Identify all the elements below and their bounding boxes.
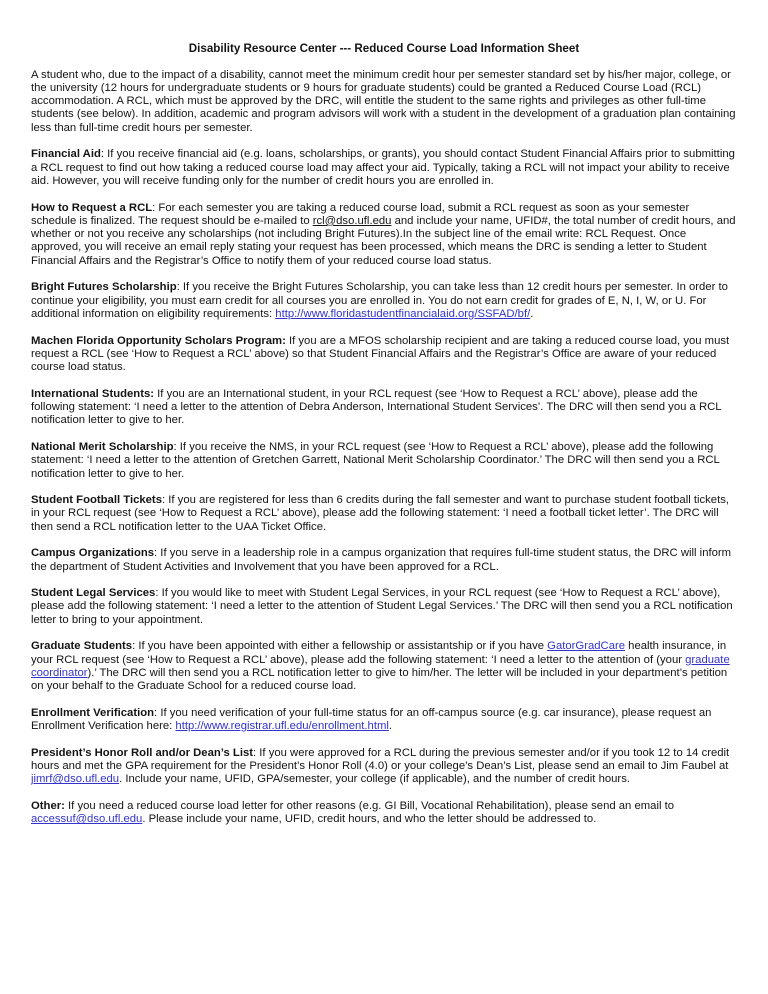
section-heading-honor-roll-deans-list: President’s Honor Roll and/or Dean’s List xyxy=(31,746,253,759)
body-text: : If you receive financial aid (e.g. loans, scholarships, or grants), you should contact Student Financial Affairs prior to submitting a RCL request to find out how taking a reduced course load may affect your aid. Typically, taking a RCL will not impact your ability to receive aid. However, you will receive funding only for the number of credit hours you are enrolled in. xyxy=(31,148,735,187)
paragraph-student-legal-services xyxy=(31,587,737,627)
body-text: and include your name, UFID#, the total number of credit hours, and whether or not you receive any scholarships (not including Bright Futures).In the subject line of the email write: RCL Request. Once approved, you will receive an email reply stating your request has been processed, which means the DRC is sending a letter to Student Financial Affairs and the Registrar’s Office to notify them of your reduced course load status. xyxy=(31,214,736,267)
section-heading-international-students: International Students: xyxy=(31,387,155,400)
gatorgradcare-link[interactable]: GatorGradCare xyxy=(547,640,626,653)
body-text: . xyxy=(388,720,393,733)
paragraph-international-students xyxy=(31,388,737,428)
section-heading-machen-mfos: Machen Florida Opportunity Scholars Program: xyxy=(31,334,286,347)
paragraph-national-merit xyxy=(31,441,737,481)
body-text: : If you receive the NMS, in your RCL request (see ‘How to Request a RCL’ above), please add the following statement: ‘I need a letter to the attention of Gretchen Garrett, National Merit Scholarship Coordinator.’ The DRC will then send you a RCL notification letter to give to her. xyxy=(31,440,720,480)
section-heading-national-merit: National Merit Scholarship xyxy=(31,440,174,453)
body-text: ).’ The DRC will then send you a RCL notification letter to give to him/her. The letter will be included in your department’s petition on your behalf to the Graduate School for a reduced course load. xyxy=(31,666,728,693)
jimrf-email-link[interactable]: jimrf@dso.ufl.edu xyxy=(31,773,120,786)
page-title: Disability Resource Center --- Reduced Course Load Information Sheet xyxy=(188,42,580,55)
body-text: A student who, due to the impact of a disability, cannot meet the minimum credit hour per semester standard set by his/her major, college, or the university (12 hours for undergraduate students or 9 hours for graduate students) could be granted a Reduced Course Load (RCL) accommodation. A RCL, which must be approved by the DRC, will entitle the student to the same rights and privileges as other full-time students (see below). In addition, academic and program advisors will work with a student in the development of a graduation plan containing less than full-time credit hours per semester. xyxy=(31,68,736,134)
paragraph-how-to-request-rcl xyxy=(31,202,737,268)
body-text: : If you serve in a leadership role in a campus organization that requires full-time student status, the DRC will inform the department of Student Activities and Involvement that you have been approved for a RCL. xyxy=(31,547,732,573)
graduate-coordinator-link[interactable]: graduate coordinator xyxy=(31,653,730,679)
paragraph-student-football-tickets xyxy=(31,494,737,534)
paragraph-intro xyxy=(31,69,737,135)
body-text: : If you are registered for less than 6 credits during the fall semester and want to purchase student football tickets, in your RCL request (see ‘How to Request a RCL’ above), please add the following statement: ‘I need a football ticket letter’. The DRC will then send a RCL notification letter to the UAA Ticket Office. xyxy=(31,494,730,533)
body-text: : If you receive the Bright Futures Scholarship, you can take less than 12 credit hours per semester. In order to continue your eligibility, you must earn credit for all courses you are enrolled in. You do not earn credit for grades of E, N, I, W, or U. For additional information on eligibility requirements: xyxy=(31,281,728,320)
body-text: : If you need verification of your full-time status for an off-campus source (e.g. car insurance), please request an Enrollment Verification here: xyxy=(31,706,712,733)
paragraph-campus-organizations xyxy=(31,547,737,574)
body-text: : For each semester you are taking a reduced course load, submit a RCL request as soon as your semester schedule is finalized. The request should be e-mailed to xyxy=(31,201,690,227)
section-heading-graduate-students: Graduate Students xyxy=(31,640,133,653)
paragraph-bright-futures xyxy=(31,281,737,321)
body-text: . xyxy=(530,307,534,320)
section-heading-financial-aid: Financial Aid xyxy=(31,148,101,161)
section-heading-student-legal-services: Student Legal Services xyxy=(31,587,156,600)
body-text: : If you would like to meet with Student Legal Services, in your RCL request (see ‘How to Request a RCL’ above), please add the following statement: ‘I need a letter to the attention of Student Legal Services.’ The DRC will then send you a RCL notification letter to bring to your appointment. xyxy=(31,587,733,626)
rcl-email-link[interactable]: rcl@dso.ufl.edu xyxy=(312,214,392,227)
body-text: : If you were approved for a RCL during the previous semester and/or if you took 12 to 14 credit hours and met the GPA requirement for the President’s Honor Roll (4.0) or your college’s Dean’s List, please send an email to Jim Faubel at xyxy=(31,746,730,773)
paragraph-graduate-students xyxy=(31,640,737,693)
section-heading-other: Other: xyxy=(31,799,65,812)
body-text: . Please include your name, UFID, credit hours, and who the letter should be addressed to. xyxy=(142,813,597,826)
body-text: If you need a reduced course load letter for other reasons (e.g. GI Bill, Vocational Rehabilitation), please send an email to xyxy=(64,799,675,812)
accessuf-email-link[interactable]: accessuf@dso.ufl.edu xyxy=(31,813,143,826)
section-heading-student-football-tickets: Student Football Tickets xyxy=(31,494,162,507)
paragraph-enrollment-verification xyxy=(31,707,737,734)
section-heading-campus-organizations: Campus Organizations xyxy=(31,547,155,560)
paragraph-honor-roll-deans-list xyxy=(31,747,737,787)
paragraph-other xyxy=(31,800,737,827)
body-text: If you are an International student, in your RCL request (see ‘How to Request a RCL’ above), please add the following statement: ‘I need a letter to the attention of Debra Anderson, International Student Services’. The DRC will then send you a RCL notification letter to give to her. xyxy=(31,387,722,427)
bright-futures-url-link[interactable]: http://www.floridastudentfinancialaid.org/SSFAD/bf/ xyxy=(275,307,531,320)
section-heading-how-to-request-rcl: How to Request a RCL xyxy=(31,201,153,214)
body-text: health insurance, in your RCL request (see ‘How to Request a RCL’ above), please add the following statement: ‘I need a letter to the attention of (your xyxy=(31,640,727,666)
section-heading-enrollment-verification: Enrollment Verification xyxy=(31,706,155,719)
paragraph-financial-aid xyxy=(31,148,737,188)
paragraph-machen-mfos xyxy=(31,335,737,375)
enrollment-url-link[interactable]: http://www.registrar.ufl.edu/enrollment.html xyxy=(175,720,389,733)
body-text: : If you have been appointed with either a fellowship or assistantship or if you have xyxy=(132,640,548,653)
body-text: . Include your name, UFID, GPA/semester, your college (if applicable), and the number of credit hours. xyxy=(119,773,630,786)
body-text: If you are a MFOS scholarship recipient and are taking a reduced course load, you must request a RCL (see ‘How to Request a RCL’ above) so that Student Financial Affairs and the Registrar’s Office are aware of your reduced course load status. xyxy=(31,334,730,374)
section-heading-bright-futures: Bright Futures Scholarship xyxy=(31,281,177,294)
